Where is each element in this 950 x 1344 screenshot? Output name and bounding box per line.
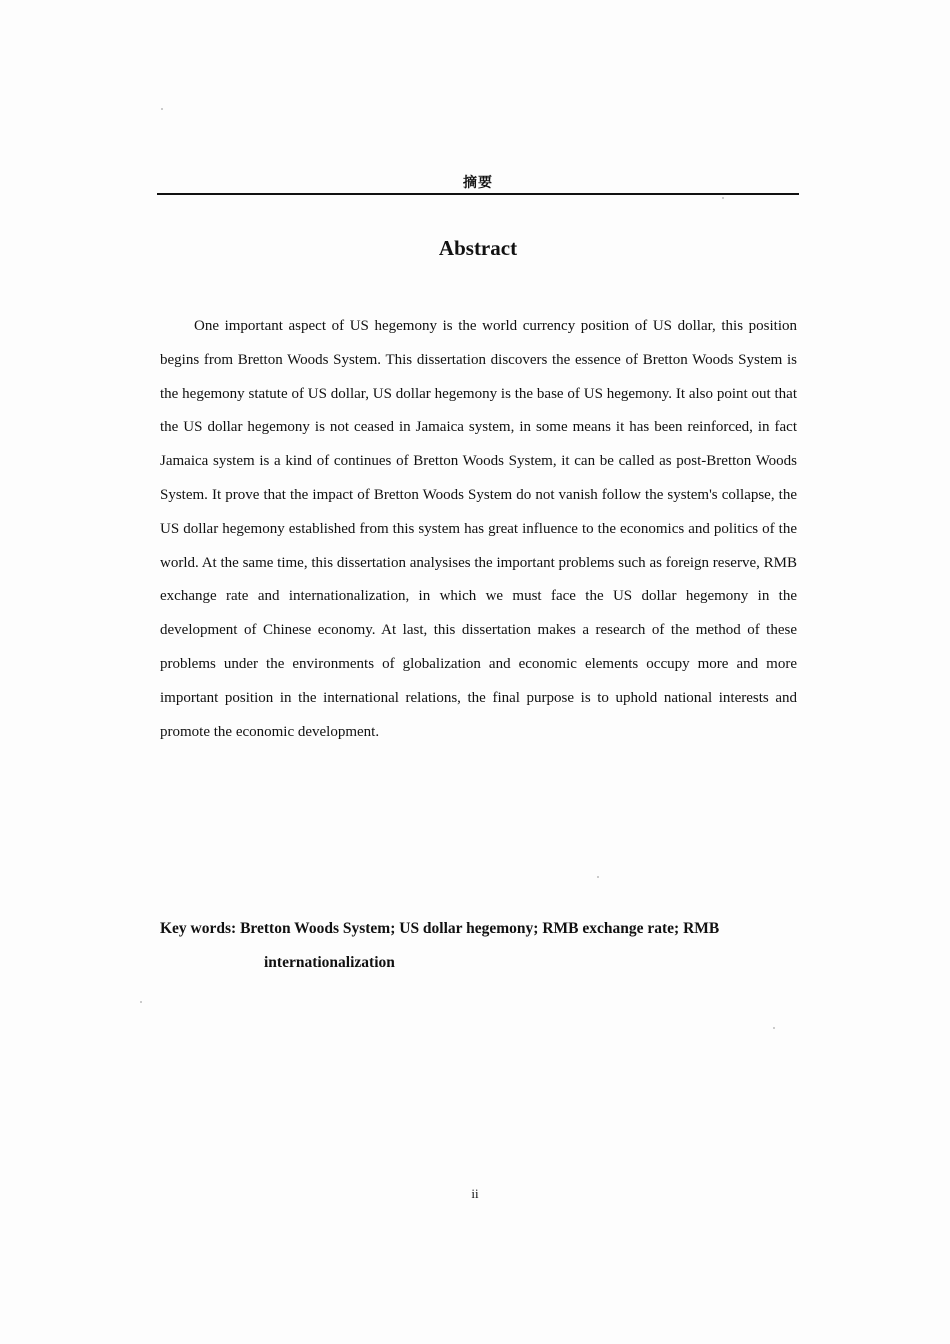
keywords-line-1: Bretton Woods System; US dollar hegemony; RMB exchange rate; RMB xyxy=(240,920,720,937)
scan-speck xyxy=(161,108,163,110)
keywords-label: Key words: xyxy=(160,920,237,937)
running-header: 摘要 xyxy=(463,176,493,191)
abstract-body: One important aspect of US hegemony is the world currency position of US dollar, this position begins from Bretton Woods System. This dissertation discovers the essence of Bretton Woods System is the hegemony statute of US dollar, US dollar hegemony is the base of US hegemony. It also point out that the US dollar hegemony is not ceased in Jamaica system, in some means it has been reinforced, in fact Jamaica system is a kind of continues of Bretton Woods System, it can be called as post-Bretton Woods System. It prove that the impact of Bretton Woods System do not vanish follow the system's collapse, the US dollar hegemony established from this system has great influence to the economics and politics of the world. At the same time, this dissertation analysises the important problems such as foreign reserve, RMB exchange rate and internationalization, in which we must face the US dollar hegemony in the development of Chinese economy. At last, this dissertation makes a research of the method of these problems under the environments of globalization and economic elements occupy more and more important position in the international relations, the final purpose is to uphold national interests and promote the economic development. xyxy=(160,318,797,740)
scan-speck xyxy=(597,876,599,878)
keywords-block xyxy=(160,912,800,980)
page-number: ii xyxy=(471,1186,479,1201)
abstract-title: Abstract xyxy=(438,236,518,260)
scan-speck xyxy=(722,197,724,199)
header-rule xyxy=(157,193,799,195)
keywords-line-2: internationalization xyxy=(264,954,395,971)
scan-speck xyxy=(773,1027,775,1029)
scan-speck xyxy=(140,1001,142,1003)
